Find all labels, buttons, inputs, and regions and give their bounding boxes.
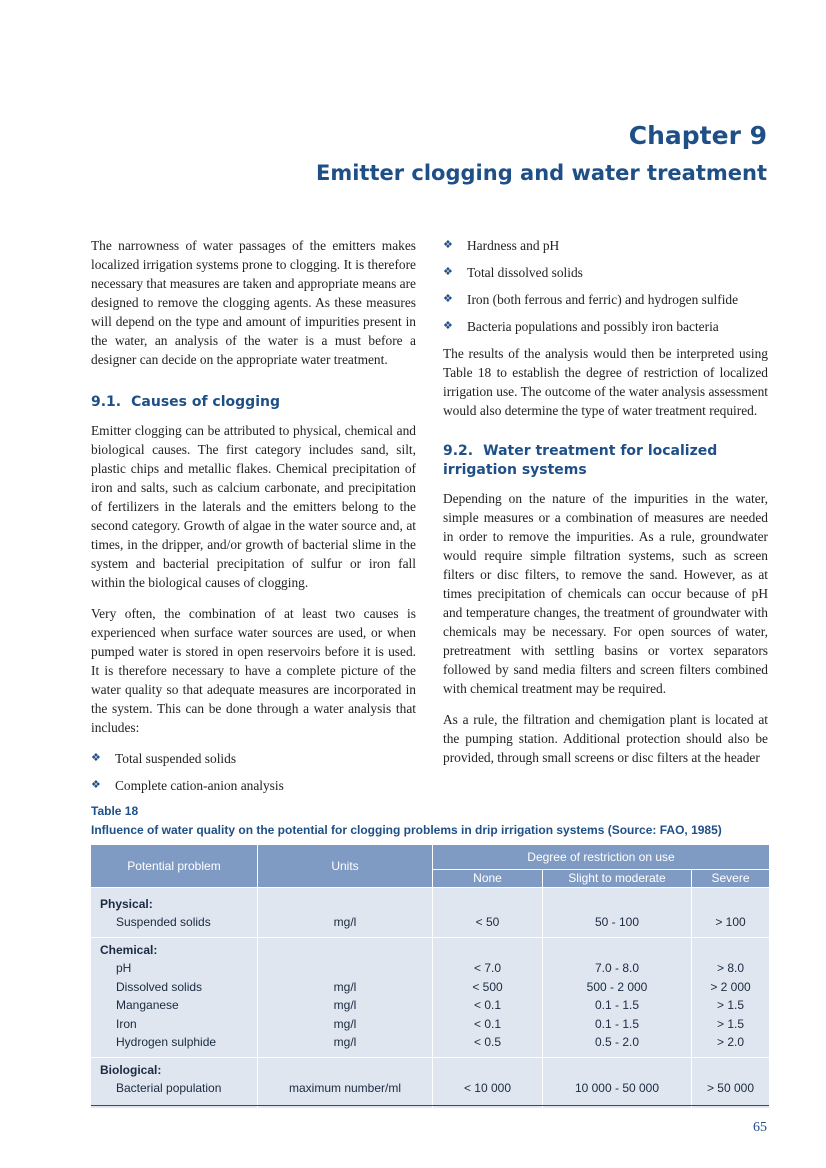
group-label: Chemical: xyxy=(100,942,158,957)
section-title: Causes of clogging xyxy=(131,394,280,410)
treatment-paragraph-2: As a rule, the filtration and chemigation plant is located at the pumping station. Additional protection should also be provided, through small screens or disc filters at the header xyxy=(443,712,768,765)
right-column xyxy=(443,236,768,779)
table-label: Table 18 xyxy=(91,804,139,818)
col-header-units: Units xyxy=(258,845,433,887)
col-header-degree: Degree of restriction on use xyxy=(433,845,770,869)
col-header-none: None xyxy=(433,869,543,887)
section-heading-9-2 xyxy=(443,442,768,480)
treatment-paragraph-1: Depending on the nature of the impurities in the water, simple measures or a combination of measures are needed in order to remove the impurities. As a rule, groundwater would require simple filtration systems, such as screen filters or disc filters, to remove the sand. However, as at times precipitation of chemicals can occur because of pH and temperature changes, the treatment of groundwater with chemicals may be necessary. For open sources of water, pretreatment with settling basins or vortex separators followed by sand media filters and screen filters combined with chemical treatment may be required. xyxy=(443,491,768,696)
interpretation-paragraph: The results of the analysis would then be interpreted using Table 18 to establish the degree of restriction of localized irrigation use. The outcome of the water analysis assessment would also determine the type of water treatment required. xyxy=(443,346,768,418)
row-severe: > 100 xyxy=(715,915,746,929)
section-heading-9-1 xyxy=(91,393,416,412)
row-slight: 50 - 100 xyxy=(594,915,640,929)
diamond-bullet-icon: ❖ xyxy=(91,779,101,791)
water-quality-table xyxy=(91,845,769,1108)
section-title: Water treatment for localized irrigation systems xyxy=(443,443,718,478)
chapter-title: Emitter clogging and water treatment xyxy=(316,161,767,185)
row-none: < 50 xyxy=(475,915,500,929)
list-item: ❖ Iron (both ferrous and ferric) and hydrogen sulfide xyxy=(443,292,739,307)
page-number: 65 xyxy=(753,1120,767,1135)
row-units: mg/l xyxy=(333,915,357,929)
row-name: Suspended solids xyxy=(116,915,211,929)
diamond-bullet-icon: ❖ xyxy=(443,320,453,332)
section-number: 9.1. xyxy=(91,394,122,410)
causes-paragraph-2: Very often, the combination of at least two causes is experienced when surface water sources are used, or when pumped water is stored in open reservoirs before it is used. It is therefore necessary to have a complete picture of the water quality so that adequate measures are incorporated in the system. This can be done through a water analysis that includes: xyxy=(91,606,416,735)
section-number: 9.2. xyxy=(443,443,474,459)
table-caption: Influence of water quality on the potential for clogging problems in drip irrigation systems (Source: FAO, 1985) xyxy=(91,823,722,837)
footer-rule xyxy=(91,1105,769,1106)
list-item: ❖ Hardness and pH xyxy=(443,238,560,253)
analysis-list-left xyxy=(91,749,416,795)
diamond-bullet-icon: ❖ xyxy=(443,293,453,305)
diamond-bullet-icon: ❖ xyxy=(91,752,101,764)
list-item: ❖ Total dissolved solids xyxy=(443,265,583,280)
group-label: Biological: xyxy=(100,1062,162,1077)
left-column xyxy=(91,236,416,803)
list-item: ❖ Complete cation-anion analysis xyxy=(91,778,284,793)
col-header-slight: Slight to moderate xyxy=(543,869,692,887)
chapter-number: Chapter 9 xyxy=(628,121,767,150)
intro-paragraph: The narrowness of water passages of the emitters makes localized irrigation systems prone to clogging. It is therefore necessary that measures are taken and appropriate means are designed to remove the clogging agents. As these measures will depend on the type and amount of impurities present in the water, an analysis of the water is a must before a designer can decide on the appropriate water treatment. xyxy=(91,238,416,367)
causes-paragraph-1: Emitter clogging can be attributed to physical, chemical and biological causes. The first category includes sand, silt, plastic chips and metallic flakes. Chemical precipitation of iron and salts, such as calcium carbonate, and precipitation of fertilizers in the laterals and the emitters belong to the second category. Growth of algae in the water source and, at times, in the dripper, and/or growth of bacterial slime in the system and bacterial precipitation of sulfur or iron fall within the biological causes of clogging. xyxy=(91,423,416,590)
diamond-bullet-icon: ❖ xyxy=(443,239,453,251)
group-label: Physical: xyxy=(100,896,153,911)
col-header-severe: Severe xyxy=(692,869,770,887)
table-group-biological: Biological: Bacterial population maximum number/ml < 10 000 10 000 - 50 000 > 50 000 xyxy=(91,1057,769,1108)
diamond-bullet-icon: ❖ xyxy=(443,266,453,278)
table-group-chemical: Chemical: pH Dissolved solids Manganese Iron Hydrogen sulphide mg/l mg/l mg/l mg/l < 7.0 < 500 < 0.1 < 0.1 < 0.5 7.0 - 8.0 500 - 2 000 0.1 - 1.5 0.1 - 1.5 0.5 - 2.0 > 8.0 > 2 000 > 1.5 > 1.5 > 2.0 xyxy=(91,937,769,1057)
col-header-problem: Potential problem xyxy=(91,845,258,887)
table-group-physical xyxy=(91,887,769,937)
analysis-list-right xyxy=(443,236,768,336)
list-item: ❖ Bacteria populations and possibly iron bacteria xyxy=(443,319,719,334)
list-item: ❖ Total suspended solids xyxy=(91,751,237,766)
